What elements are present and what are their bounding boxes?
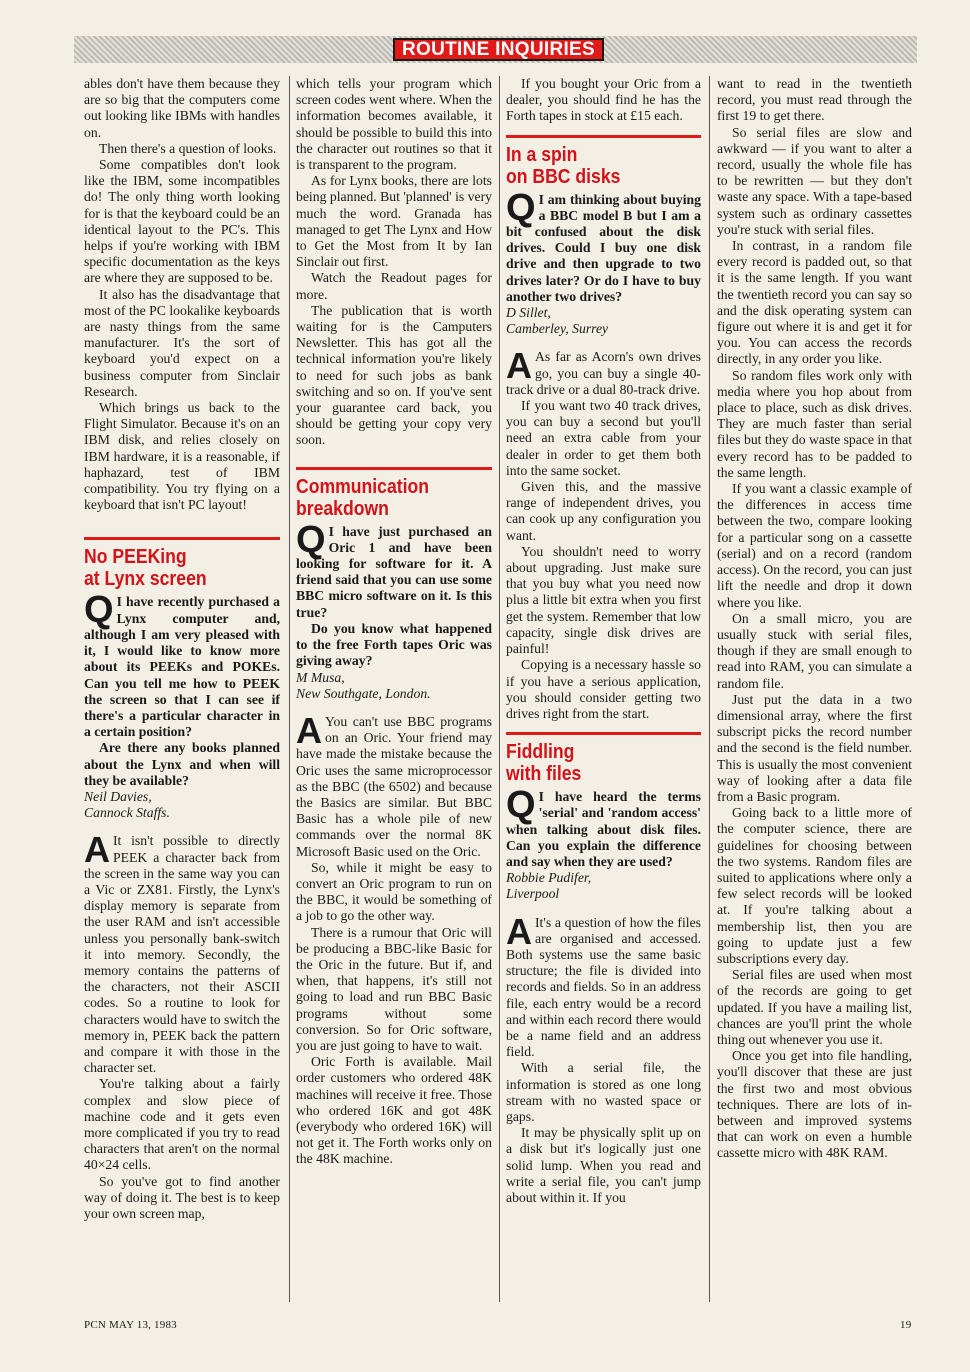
column-1 bbox=[84, 76, 280, 1302]
paragraph: Once you get into file handling, you'll discover that these are just the first two and most obvious techniques. There are lots of in-between and improved systems that can work on even a humble cassette micro with 48K RAM. bbox=[717, 1048, 912, 1161]
answer-text: Copying is a necessary hassle so if you have a serious application, you should consider getting two drives right from the start. bbox=[506, 657, 701, 721]
section-rule bbox=[296, 467, 492, 470]
drop-cap-a: A bbox=[506, 345, 532, 387]
column-4 bbox=[717, 76, 912, 1302]
question-text: I have recently purchased a Lynx computer and, although I am very pleased with it, I would like to know more about its PEEKs and POKEs. Can you tell me how to PEEK the screen so that I can see if there's a particular character in a certain position? bbox=[84, 594, 280, 740]
answer-text: You can't use BBC programs on an Oric. Your friend may have made the mistake because the Oric uses the same microprocessor as the BBC (the 6502) and because the Basics are similar. But BBC Basic has a whole pile of new commands over the normal 8K Microsoft Basic used on the Oric. bbox=[296, 713, 492, 859]
paragraph: In contrast, in a random file every record is padded out, so that it is the same length. If you want the twentieth record you can say so and the disk operating system can figure out where it is and get it for you. You can access the records directly, in any order you like. bbox=[717, 238, 912, 367]
column-3 bbox=[506, 76, 701, 1302]
reader-signature: D Sillet, Camberley, Surrey bbox=[506, 305, 609, 337]
reader-signature: M Musa, New Southgate, London. bbox=[296, 669, 431, 701]
paragraph: Some compatibles don't look like the IBM, some incompatibles do! The only thing worth looking for is that the keyboard could be an identical layout to the PC's. This helps if you're working with IBM specific documentation as the keys are where they are supposed to be. bbox=[84, 157, 280, 286]
paragraph: ables don't have them because they are so big that the computers come out looking like IBMs with handles on. bbox=[84, 76, 280, 140]
drop-cap-q: Q bbox=[84, 589, 114, 632]
paragraph: On a small micro, you are usually stuck with serial files, though if they are small enough to read into RAM, you can simulate a random file. bbox=[717, 610, 912, 691]
section-rule bbox=[506, 732, 701, 735]
answer-text: If you want two 40 track drives, you can buy a second but you'll need an extra cable from your dealer in order to get them both into the same socket. bbox=[506, 398, 701, 478]
answer-text: It may be physically split up on a disk but it's logically just one solid lump. When you read and write a serial file, you can't jump about within it. If you bbox=[506, 1125, 701, 1205]
paragraph: Going back to a little more of the computer science, there are guidelines for choosing between the two systems. Random files are suited to applications where only a few select records will be looked at. If you're talking about a membership list, then you are going to update just a few subscriptions every day. bbox=[717, 805, 912, 966]
answer-text: Oric Forth is available. Mail order customers who ordered 48K machines will receive it free. Those who ordered 16K and got 48K (everybody who ordered 16K) will not get it. The Forth works only on the 48K machine. bbox=[296, 1054, 492, 1167]
paragraph: Watch the Readout pages for more. bbox=[296, 270, 492, 302]
paragraph: If you bought your Oric from a dealer, you should find he has the Forth tapes in stock at £15 each. bbox=[506, 76, 701, 124]
article-heading: No PEEKing at Lynx screen bbox=[84, 546, 207, 591]
drop-cap-a: A bbox=[296, 709, 322, 751]
paragraph: which tells your program which screen codes went where. When the information becomes available, it should be possible to build this into the character out routines so that it is transparent to the program. bbox=[296, 76, 492, 173]
drop-cap-a: A bbox=[506, 910, 532, 952]
paragraph: Serial files are used when most of the records are going to get updated. If you have a mailing list, chances are you'll print the whole thing out whenever you use it. bbox=[717, 967, 912, 1047]
paragraph: It also has the disadvantage that most of the PC lookalike keyboards are nasty things from the same manufacturer. It's the sort of keyboard you'd expect on a business computer from Sinclair Research. bbox=[84, 286, 280, 399]
question-text: Do you know what happened to the free Forth tapes Oric was giving away? bbox=[296, 620, 492, 669]
answer-text: With a serial file, the information is stored as one long stream with no wasted space or gaps. bbox=[506, 1060, 701, 1124]
answer-text: So, while it might be easy to convert an Oric program to run on the BBC, it would be something of a job to go the other way. bbox=[296, 859, 492, 924]
column-2 bbox=[296, 76, 492, 1302]
reader-signature: Robbie Pudifer, Liverpool bbox=[506, 870, 592, 902]
column-divider bbox=[709, 76, 710, 1302]
drop-cap-q: Q bbox=[506, 784, 536, 827]
column-divider bbox=[289, 76, 290, 1302]
paragraph: The publication that is worth waiting for is the Camputers Newsletter. This has got all the technical information you're likely to need for such jobs as bank switching and so on. If you've sent your guarantee card back, you should be getting your copy very soon. bbox=[296, 302, 492, 448]
drop-cap-a: A bbox=[84, 829, 110, 871]
answer-text: Given this, and the massive range of independent drives, you can cook up any configuration you want. bbox=[506, 479, 701, 543]
answer-text: You shouldn't need to worry about upgrading. Just make sure that you buy what you need now plus a little bit extra when you first get the system. Remember that low capacity, single disk drives are painful! bbox=[506, 543, 701, 657]
article-heading: Fiddling with files bbox=[506, 741, 582, 786]
header-banner bbox=[74, 36, 917, 63]
reader-signature: Neil Davies, Cannock Staffs. bbox=[84, 788, 170, 821]
paragraph: Which brings us back to the Flight Simulator. Because it's on an IBM disk, and relies closely on IBM hardware, it is a reasonable, if haphazard, test of IBM compatibility. You try flying on a keyboard that isn't PC layout! bbox=[84, 400, 280, 513]
answer-text: As far as Acorn's own drives go, you can buy a single 40-track drive or a dual 80-track drive. bbox=[506, 349, 701, 397]
paragraph: If you want a classic example of the differences in access time between the two, compare looking for a particular song on a cassette (serial) and on a record (random access). On the record, you can just lift the needle and drop it down where you like. bbox=[717, 481, 912, 610]
question-text: I have heard the terms 'serial' and 'random access' when talking about disk files. Can you explain the difference and say when they are used? bbox=[506, 789, 701, 869]
answer-text: You're talking about a fairly complex and slow piece of machine code and it gets even more complicated if you try to read characters that aren't on the normal 40×24 cells. bbox=[84, 1076, 280, 1173]
drop-cap-q: Q bbox=[296, 518, 326, 561]
footer-publication-date: PCN MAY 13, 1983 bbox=[84, 1319, 177, 1331]
column-divider bbox=[499, 76, 500, 1302]
paragraph: Just put the data in a two dimensional array, where the first subscript picks the record number and the second is the field number. This is usually the most convenient way of looking after a data file from a Basic program. bbox=[717, 691, 912, 804]
section-rule bbox=[84, 537, 280, 540]
question-text: I am thinking about buying a BBC model B but I am a bit confused about the disk drives. Could I buy one disk drive and then upgrade to two drives later? Or do I have to buy another two drives? bbox=[506, 191, 701, 304]
paragraph: So serial files are slow and awkward — if you want to alter a record, usually the whole file has to be rewritten — but they don't waste any space. With a tape-based system such as ordinary cassettes you're stuck with serial files. bbox=[717, 124, 912, 237]
page-number: 19 bbox=[900, 1319, 912, 1331]
answer-text: It isn't possible to directly PEEK a character back from the screen in the same way you can a Vic or ZX81. Firstly, the Lynx's display memory is separate from the user RAM and isn't accessible unless you personally bank-switch it into memory. Secondly, the memory contains the patterns of the characters, not their ASCII codes. So a routine to look for characters would have to switch the memory in, PEEK back the pattern and compare it with those in the character set. bbox=[84, 833, 280, 1076]
drop-cap-q: Q bbox=[506, 186, 536, 229]
article-heading: Communication breakdown bbox=[296, 475, 429, 520]
section-title: ROUTINE INQUIRIES bbox=[393, 38, 604, 61]
section-rule bbox=[506, 135, 701, 138]
article-heading: In a spin on BBC disks bbox=[506, 143, 621, 188]
paragraph: So random files work only with media where you hop about from place to place, such as disk drives. They are much faster than serial files but they do waste space in that every record has to be padded to the same length. bbox=[717, 367, 912, 480]
answer-text: So you've got to find another way of doing it. The best is to keep your own screen map, bbox=[84, 1173, 280, 1221]
paragraph: Then there's a question of looks. bbox=[99, 140, 277, 156]
question-text: I have just purchased an Oric 1 and have been looking for software for it. A friend said that you can use some BBC micro software on it. Is this true? bbox=[296, 523, 492, 620]
paragraph: As for Lynx books, there are lots being planned. But 'planned' is very much the word. Granada has managed to get The Lynx and How to Get the Most from It by Ian Sinclair out first. bbox=[296, 173, 492, 270]
answer-text: There is a rumour that Oric will be producing a BBC-like Basic for the Oric in the future. But if, and when, that happens, it's still not going to load and run BBC Basic programs without some conversion. So for Oric software, you are just going to have to wait. bbox=[296, 924, 492, 1053]
paragraph: want to read in the twentieth record, you must read through the first 19 to get there. bbox=[717, 76, 912, 124]
question-text: Are there any books planned about the Lynx and when will they be available? bbox=[84, 740, 280, 788]
answer-text: It's a question of how the files are organised and accessed. Both systems use the same basic structure; the file is divided into records and fields. So in an address file, each entry would be a record and within each record there would be a name field and an address field. bbox=[506, 914, 701, 1060]
